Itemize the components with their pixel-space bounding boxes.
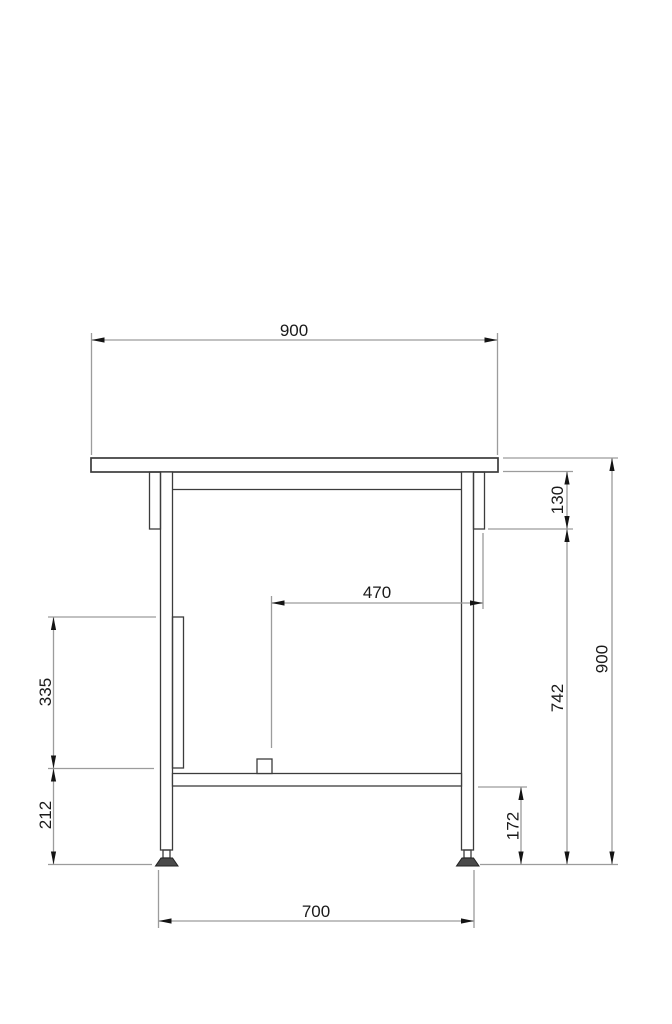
dim-label-172: 172 — [503, 811, 523, 841]
dim-label-470: 470 — [362, 583, 392, 602]
left-leg — [161, 472, 173, 850]
dim-label-212: 212 — [36, 800, 55, 830]
dim-label-overall-900: 900 — [592, 644, 612, 674]
shelf-block — [257, 759, 272, 774]
lower-shelf — [173, 774, 462, 787]
dim-label-top-width: 900 — [279, 321, 309, 340]
dim-label-335: 335 — [36, 677, 55, 707]
dim-label-130: 130 — [548, 485, 567, 515]
right-leg — [462, 472, 474, 850]
dim-label-742: 742 — [548, 683, 567, 713]
dim-label-700: 700 — [301, 902, 331, 921]
